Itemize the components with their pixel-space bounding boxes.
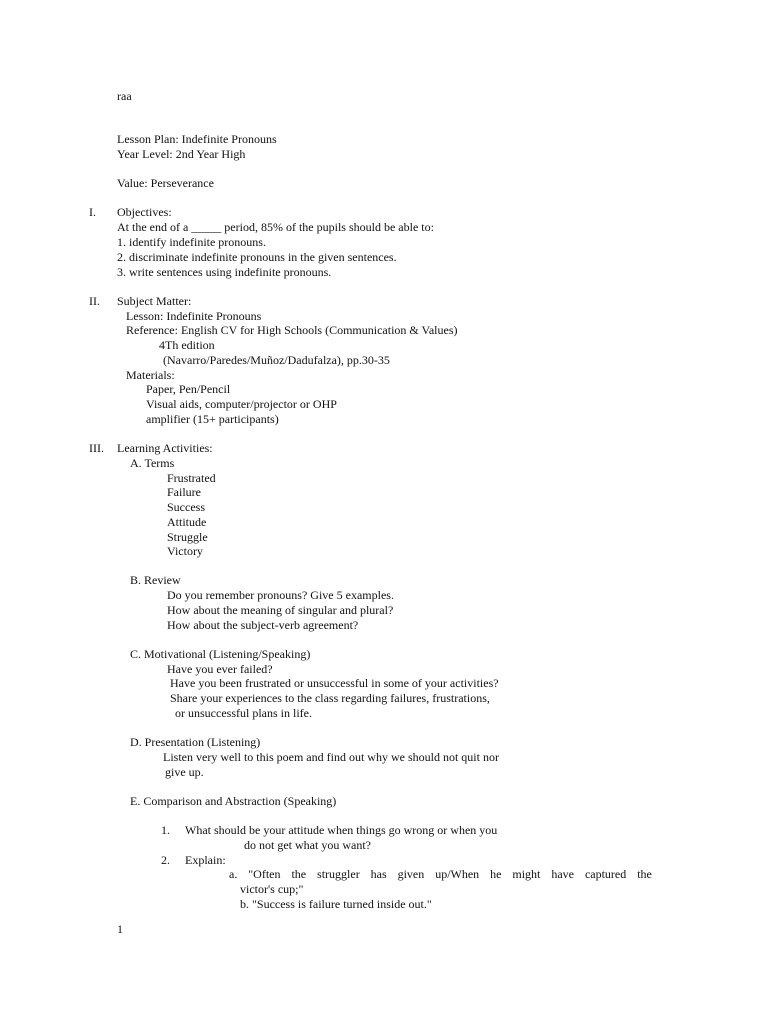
subject-lesson: Lesson: Indefinite Pronouns — [126, 309, 262, 323]
section-title: Subject Matter: — [117, 294, 192, 308]
objective-item: 2. discriminate indefinite pronouns in the given sentences. — [117, 250, 397, 264]
section-number: II. — [89, 294, 100, 308]
reference-authors: (Navarro/Paredes/Muñoz/Dadufalza), pp.30-35 — [163, 353, 390, 367]
quote-word: struggler — [317, 867, 360, 881]
material-item: Paper, Pen/Pencil — [146, 382, 231, 396]
list-number: 2. — [161, 853, 170, 867]
quote-word: given — [397, 867, 425, 881]
materials-label: Materials: — [126, 368, 175, 382]
question-item: What should be your attitude when things go wrong or when you — [185, 823, 498, 837]
reference-edition: 4Th edition — [159, 338, 215, 352]
term-item: Frustrated — [167, 471, 216, 485]
subsection-title: E. Comparison and Abstraction (Speaking) — [130, 794, 337, 808]
lesson-plan-title: Lesson Plan: Indefinite Pronouns — [117, 132, 277, 146]
motivation-item: Have you ever failed? — [167, 662, 273, 676]
quote-a-continuation: victor's cup;" — [240, 882, 304, 896]
section-number: I. — [89, 205, 96, 219]
term-item: Struggle — [167, 530, 208, 544]
value-line: Value: Perseverance — [117, 176, 214, 190]
subsection-title: A. Terms — [130, 456, 175, 470]
section-title: Learning Activities: — [117, 441, 213, 455]
section-title: Objectives: — [117, 205, 172, 219]
subject-reference: Reference: English CV for High Schools (Communication & Values) — [126, 323, 458, 337]
term-item: Success — [167, 500, 205, 514]
term-item: Failure — [167, 485, 201, 499]
quote-word: has — [370, 867, 387, 881]
quote-b: b. "Success is failure turned inside out." — [240, 897, 432, 911]
motivation-item: or unsuccessful plans in life. — [175, 706, 312, 720]
material-item: amplifier (15+ participants) — [146, 412, 279, 426]
list-number: 1. — [161, 823, 170, 837]
presentation-item: give up. — [165, 765, 204, 779]
quote-word: have — [551, 867, 574, 881]
review-item: How about the meaning of singular and plural? — [167, 603, 394, 617]
review-item: How about the subject-verb agreement? — [167, 618, 359, 632]
term-item: Victory — [167, 544, 203, 558]
objectives-intro: At the end of a _____ period, 85% of the pupils should be able to: — [117, 220, 434, 234]
quote-word: "Often — [248, 867, 281, 881]
section-number: III. — [89, 441, 104, 455]
question-item: Explain: — [185, 853, 226, 867]
question-continuation: do not get what you want? — [244, 838, 371, 852]
subsection-title: C. Motivational (Listening/Speaking) — [130, 647, 311, 661]
quote-word: a. — [229, 867, 238, 881]
quote-word: the — [291, 867, 307, 881]
motivation-item: Share your experiences to the class regarding failures, frustrations, — [170, 691, 490, 705]
material-item: Visual aids, computer/projector or OHP — [146, 397, 337, 411]
motivation-item: Have you been frustrated or unsuccessful in some of your activities? — [170, 676, 499, 690]
header-initials: raa — [117, 89, 132, 103]
quote-word: he — [490, 867, 502, 881]
year-level: Year Level: 2nd Year High — [117, 147, 246, 161]
quote-a-line — [229, 867, 652, 881]
objective-item: 1. identify indefinite pronouns. — [117, 235, 266, 249]
objective-item: 3. write sentences using indefinite pronouns. — [117, 265, 332, 279]
subsection-title: D. Presentation (Listening) — [130, 735, 261, 749]
presentation-item: Listen very well to this poem and find out why we should not quit nor — [163, 750, 499, 764]
page-number: 1 — [117, 922, 123, 936]
term-item: Attitude — [167, 515, 207, 529]
quote-word: the — [637, 867, 652, 881]
quote-word: captured — [584, 867, 627, 881]
review-item: Do you remember pronouns? Give 5 examples. — [167, 588, 394, 602]
quote-word: might — [512, 867, 541, 881]
subsection-title: B. Review — [130, 573, 181, 587]
quote-word: up/When — [435, 867, 480, 881]
